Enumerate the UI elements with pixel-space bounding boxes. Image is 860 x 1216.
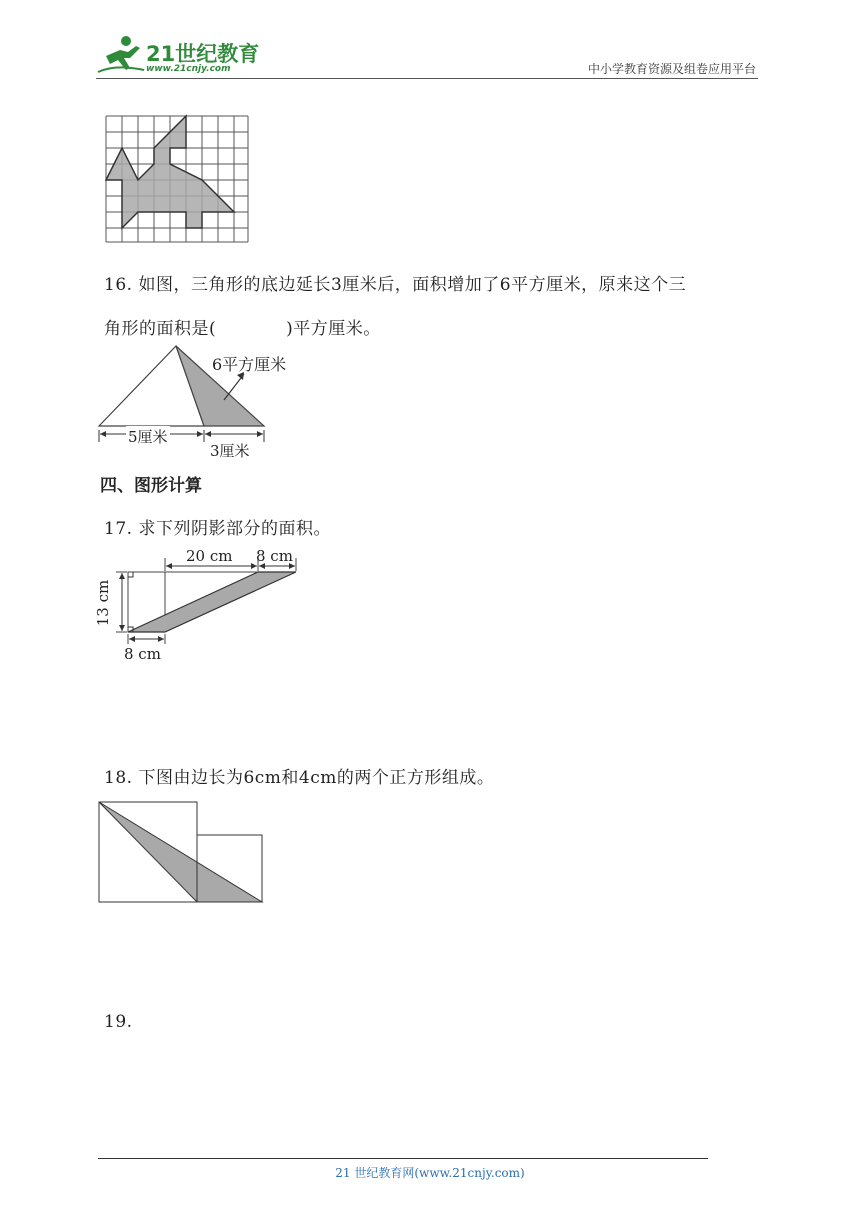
footer-text: 21 世纪教育网(www.21cnjy.com) <box>335 1166 525 1180</box>
shaded-animal-shape <box>106 116 234 228</box>
header-divider <box>96 78 758 79</box>
footer-divider <box>98 1158 708 1159</box>
label-20cm: 20 cm <box>186 547 233 565</box>
shaded-parallelogram <box>128 572 296 632</box>
question-16-line2: 角形的面积是( )平方厘米。 <box>104 319 381 339</box>
question-19: 19. <box>104 1012 133 1032</box>
question-16-line1: 16. 如图，三角形的底边延长3厘米后，面积增加了6平方厘米，原来这个三 <box>104 275 687 295</box>
logo <box>96 34 266 76</box>
logo-main-text: 21世纪教育 <box>146 42 260 66</box>
runner-logo-icon <box>96 34 146 76</box>
label-3cm: 3厘米 <box>210 442 250 460</box>
label-13cm: 13 cm <box>94 579 112 627</box>
logo-url-text: www.21cnjy.com <box>146 64 231 74</box>
question-18: 18. 下图由边长为6cm和4cm的两个正方形组成。 <box>104 768 495 788</box>
platform-name: 中小学教育资源及组卷应用平台 <box>587 62 756 76</box>
label-8cm-bottom: 8 cm <box>124 645 161 663</box>
label-area-6: 6平方厘米 <box>212 355 287 374</box>
grid-figure <box>104 114 250 246</box>
question-17: 17. 求下列阴影部分的面积。 <box>104 519 331 539</box>
section-title-4: 四、图形计算 <box>100 476 202 496</box>
right-angle-mark-top <box>128 572 133 577</box>
label-5cm: 5厘米 <box>128 428 168 446</box>
label-8cm-top: 8 cm <box>256 547 293 565</box>
two-squares-figure <box>98 801 266 905</box>
